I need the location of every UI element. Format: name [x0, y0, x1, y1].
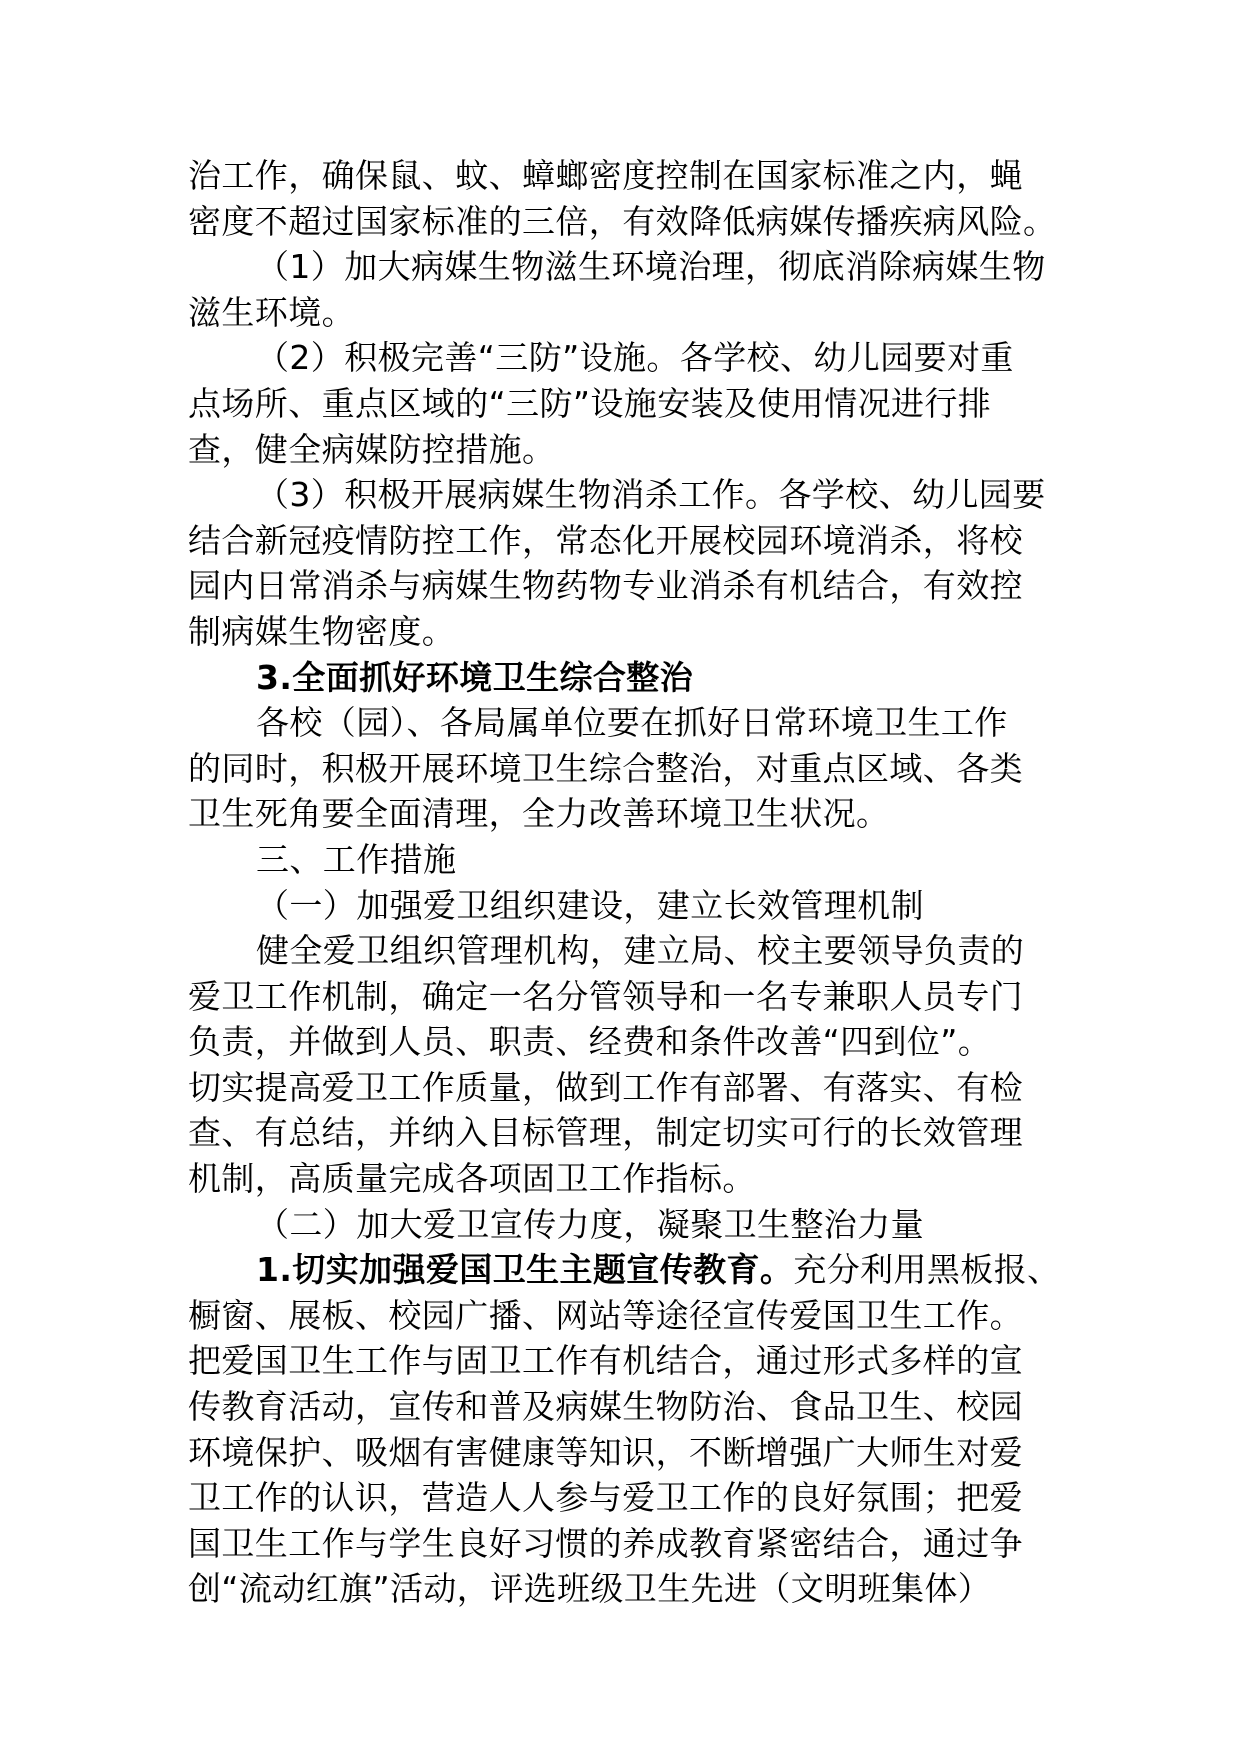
text-line: 国卫生工作与学生良好习惯的养成教育紧密结合，通过争	[188, 1523, 1023, 1563]
text-line: 爱卫工作机制，确定一名分管领导和一名专兼职人员专门	[188, 976, 1023, 1016]
subsection-heading: （二）加大爱卫宣传力度，凝聚卫生整治力量	[256, 1204, 924, 1244]
text-line: 环境保护、吸烟有害健康等知识，不断增强广大师生对爱	[188, 1432, 1023, 1472]
item-text: 充分利用黑板报、	[793, 1250, 1061, 1290]
text-line: 密度不超过国家标准的三倍，有效降低病媒传播疾病风险。	[188, 201, 1057, 241]
text-line: 各校（园）、各局属单位要在抓好日常环境卫生工作	[256, 703, 1008, 743]
text-line: （1）加大病媒生物滋生环境治理，彻底消除病媒生物	[256, 247, 1046, 287]
text-line	[188, 1247, 1068, 1293]
item-heading: 1.切实加强爱国卫生主题宣传教育。	[256, 1250, 794, 1290]
document-body	[188, 153, 1068, 1612]
text-line: 创“流动红旗”活动，评选班级卫生先进（文明班集体）	[188, 1569, 992, 1609]
text-line: 负责，并做到人员、职责、经费和条件改善“四到位”。	[188, 1022, 992, 1062]
text-line: 传教育活动，宣传和普及病媒生物防治、食品卫生、校园	[188, 1387, 1023, 1427]
text-line: 卫生死角要全面清理，全力改善环境卫生状况。	[188, 794, 890, 834]
text-line: 机制，高质量完成各项固卫工作指标。	[188, 1159, 756, 1199]
section-heading: 三、工作措施	[256, 839, 457, 879]
section-heading: 3.全面抓好环境卫生综合整治	[256, 657, 694, 697]
text-line: 卫工作的认识，营造人人参与爱卫工作的良好氛围；把爱	[188, 1478, 1023, 1518]
text-line: 橱窗、展板、校园广播、网站等途径宣传爱国卫生工作。	[188, 1295, 1023, 1335]
text-line: 结合新冠疫情防控工作，常态化开展校园环境消杀，将校	[188, 520, 1023, 560]
text-line: 滋生环境。	[188, 292, 355, 332]
subsection-heading: （一）加强爱卫组织建设，建立长效管理机制	[256, 885, 924, 925]
text-line: 点场所、重点区域的“三防”设施安装及使用情况进行排	[188, 383, 992, 423]
text-line: 查、有总结，并纳入目标管理，制定切实可行的长效管理	[188, 1113, 1023, 1153]
text-line: 健全爱卫组织管理机构，建立局、校主要领导负责的	[256, 931, 1025, 971]
text-line: 切实提高爱卫工作质量，做到工作有部署、有落实、有检	[188, 1067, 1023, 1107]
text-line: （3）积极开展病媒生物消杀工作。各学校、幼儿园要	[256, 475, 1046, 515]
text-line: （2）积极完善“三防”设施。各学校、幼儿园要对重	[256, 338, 1014, 378]
text-line: 查，健全病媒防控措施。	[188, 429, 556, 469]
text-line: 的同时，积极开展环境卫生综合整治，对重点区域、各类	[188, 748, 1023, 788]
text-line: 治工作，确保鼠、蚊、蟑螂密度控制在国家标准之内，蝇	[188, 156, 1023, 195]
text-line: 把爱国卫生工作与固卫工作有机结合，通过形式多样的宣	[188, 1341, 1023, 1381]
text-line: 制病媒生物密度。	[188, 611, 456, 651]
text-line: 园内日常消杀与病媒生物药物专业消杀有机结合，有效控	[188, 566, 1023, 606]
